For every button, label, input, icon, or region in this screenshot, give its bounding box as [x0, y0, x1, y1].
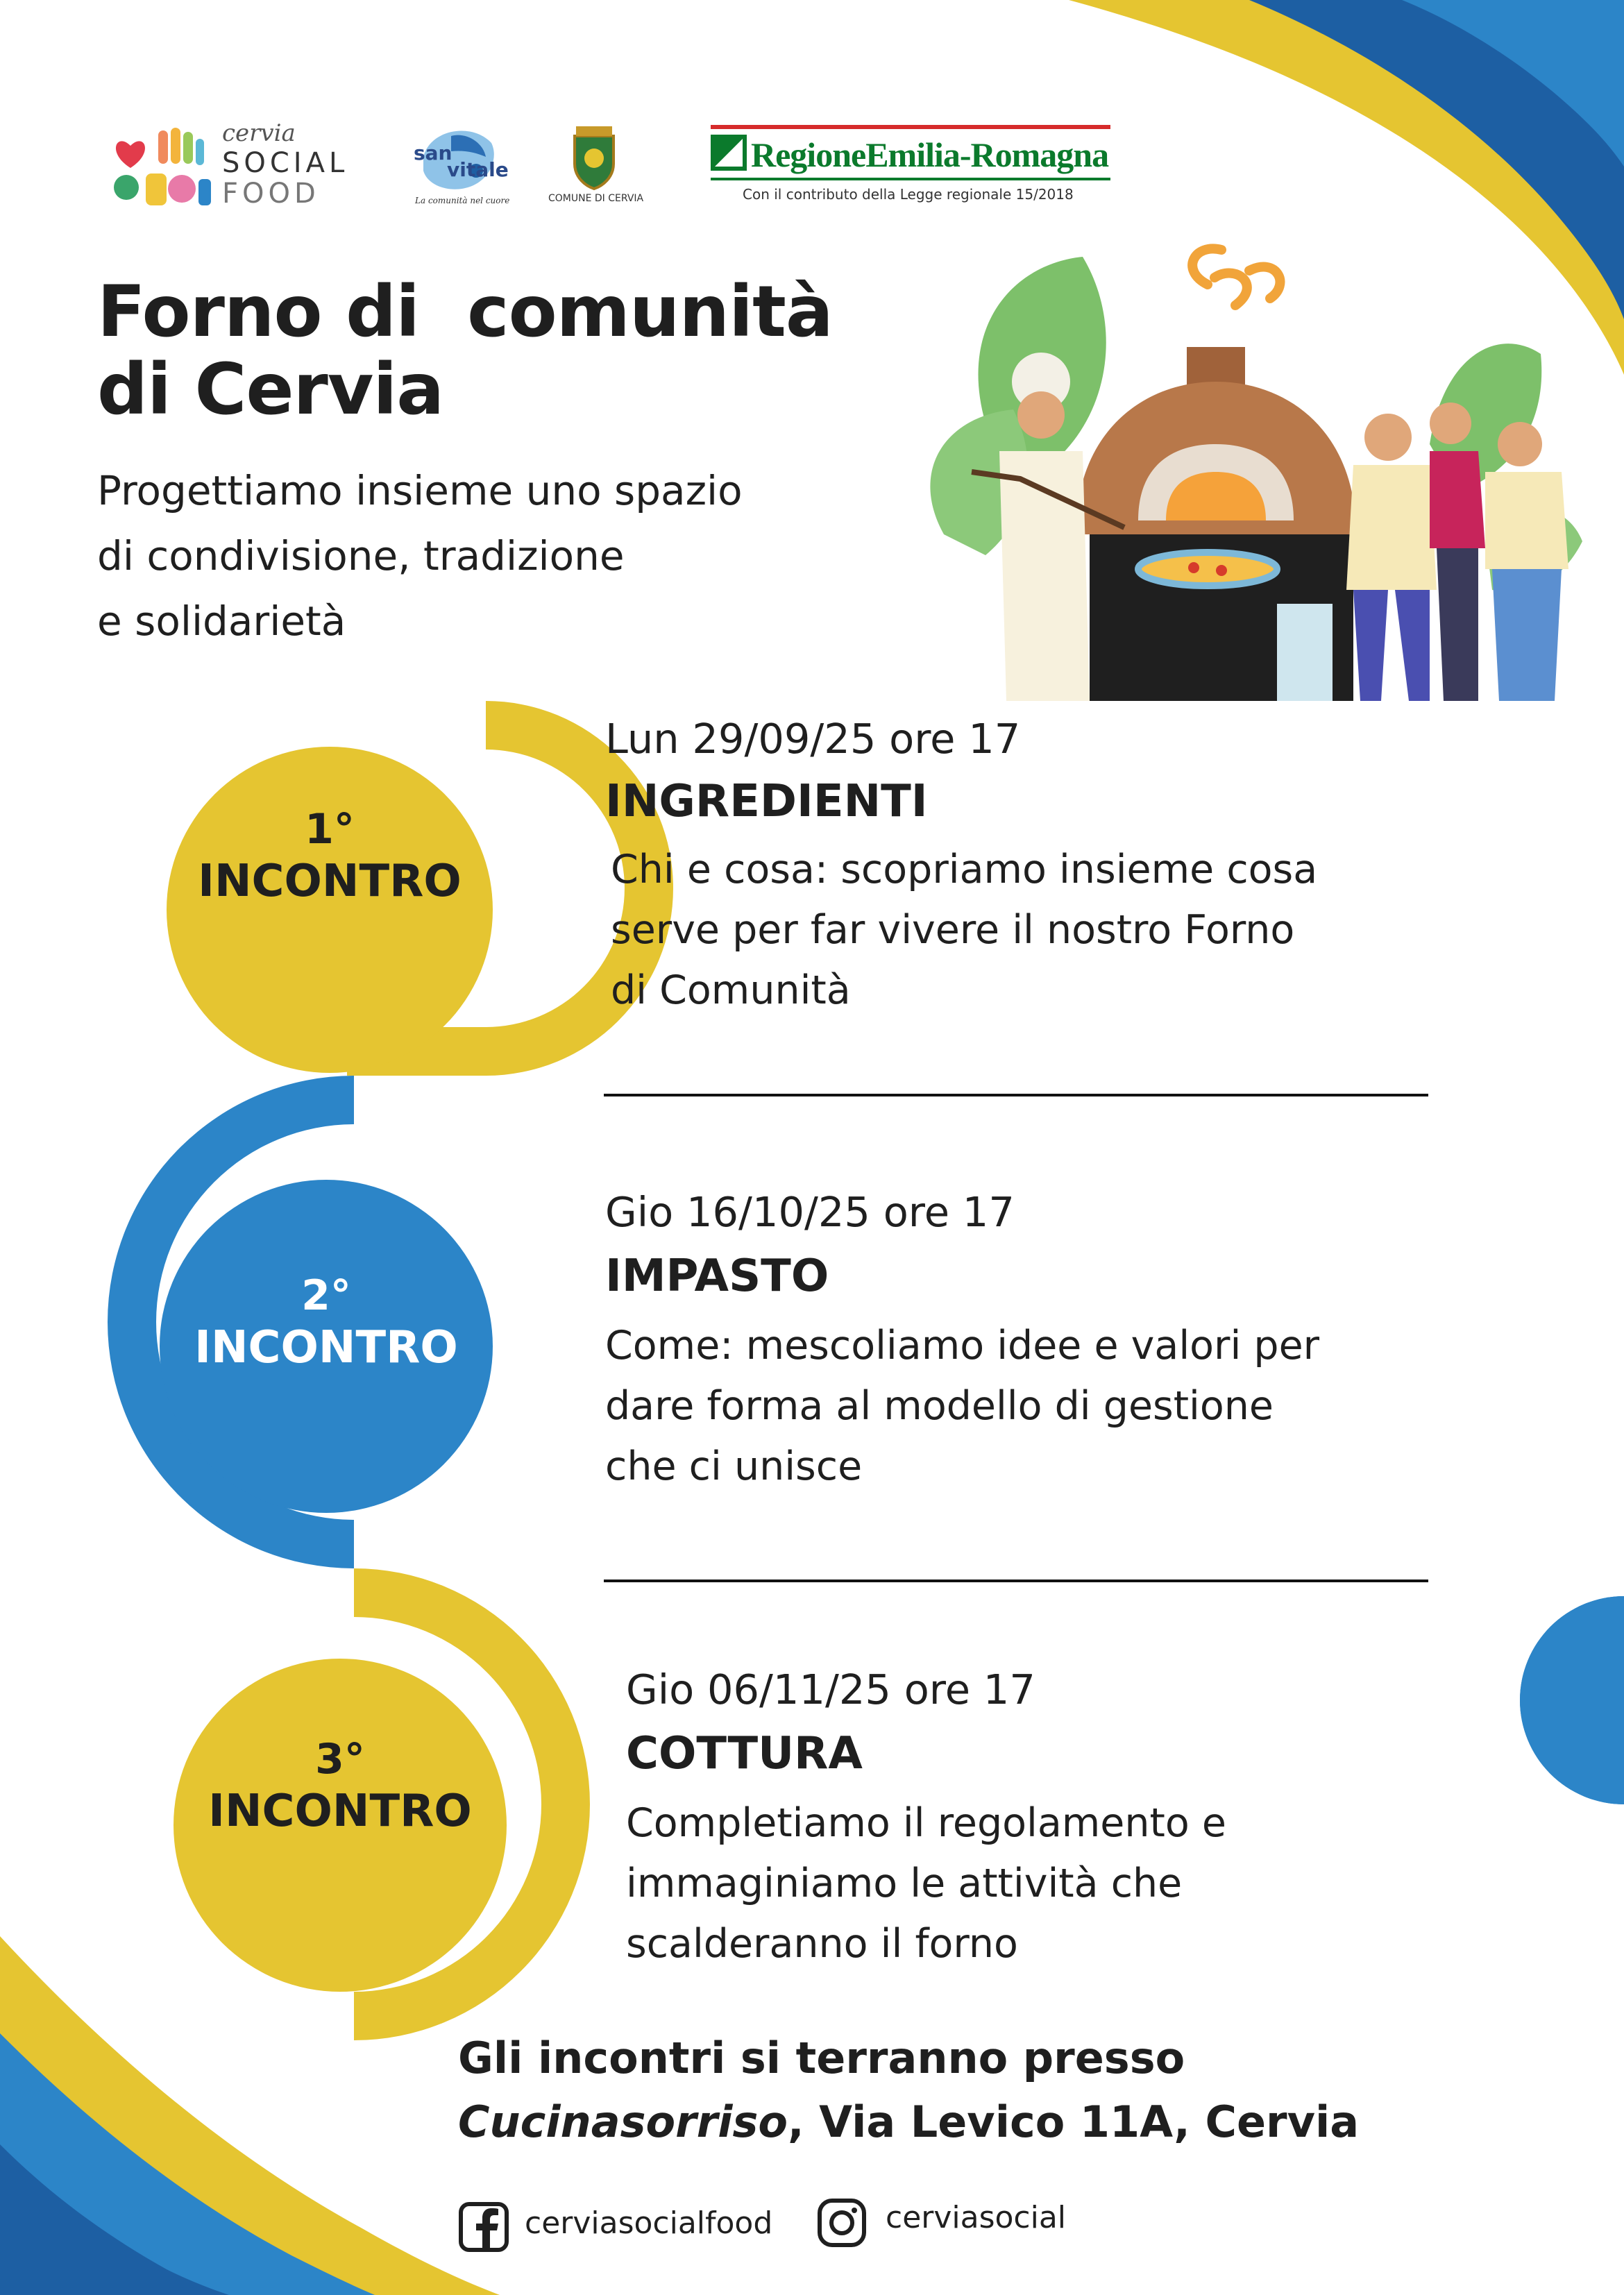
title-line-1: Forno di comunità [97, 271, 833, 353]
san-vitale-name-1: san [414, 142, 452, 164]
instagram-handle: cerviasocial [886, 2200, 1067, 2235]
logo-cervia-word: cervia [222, 119, 296, 147]
title-line-2: di Cervia [97, 348, 444, 431]
facebook-icon [458, 2201, 509, 2253]
page-subtitle [97, 458, 743, 654]
meeting-2-desc-line-2: dare forma al modello di gestione [605, 1383, 1274, 1429]
facebook-link[interactable] [458, 2200, 777, 2255]
meeting-1-desc-line-3: di Comunità [611, 967, 851, 1013]
page-title [97, 273, 833, 429]
meeting-2-title: IMPASTO [605, 1251, 829, 1302]
logo-social-word: SOCIAL [222, 147, 349, 179]
venue-line-2 [458, 2090, 1359, 2154]
meeting-1-title: INGREDIENTI [605, 776, 928, 827]
logo-food-word: FOOD [222, 178, 320, 210]
meeting-3-number: 3° [315, 1735, 365, 1784]
meeting-2-badge [160, 1271, 493, 1375]
subtitle-line-2: di condivisione, tradizione [97, 532, 625, 579]
comune-caption: COMUNE DI CERVIA [548, 193, 644, 204]
instagram-icon [816, 2197, 868, 2249]
meeting-1-word: INCONTRO [198, 856, 462, 907]
meeting-2-number: 2° [301, 1271, 351, 1320]
divider-1 [604, 1094, 1428, 1096]
meeting-2-word: INCONTRO [194, 1322, 458, 1373]
meeting-1-desc-line-2: serve per far vivere il nostro Forno [611, 907, 1295, 953]
san-vitale-name-2: vitale [447, 158, 509, 181]
meeting-1-description [611, 840, 1317, 1021]
meeting-3-badge [174, 1735, 507, 1839]
meeting-3-desc-line-3: scalderanno il forno [626, 1921, 1018, 1967]
meeting-2-desc-line-1: Come: mescoliamo idee e valori per [605, 1323, 1320, 1369]
regione-red-line [711, 125, 1110, 129]
meeting-2-description [605, 1316, 1319, 1497]
venue-address: , Via Levico 11A, Cervia [788, 2097, 1360, 2147]
venue-line-1: Gli incontri si terranno presso [458, 2033, 1185, 2083]
venue-info [458, 2026, 1359, 2154]
regione-name: RegioneEmilia-Romagna [751, 135, 1109, 174]
subtitle-line-1: Progettiamo insieme uno spazio [97, 467, 743, 514]
meeting-1-desc-line-1: Chi e cosa: scopriamo insieme cosa [611, 847, 1318, 892]
right-blue-half-circle [1509, 1596, 1624, 1804]
regione-green-line [711, 178, 1110, 180]
meeting-3-title: COTTURA [626, 1728, 863, 1779]
venue-name: Cucinasorriso [458, 2097, 788, 2147]
divider-2 [604, 1580, 1428, 1582]
meeting-1-number: 1° [305, 805, 355, 854]
regione-green-mark-icon [711, 135, 747, 171]
meeting-3-word: INCONTRO [208, 1786, 472, 1837]
meeting-1-circle [167, 747, 493, 1073]
meeting-2-desc-line-3: che ci unisce [605, 1443, 863, 1489]
subtitle-line-3: e solidarietà [97, 598, 346, 645]
instagram-link[interactable] [816, 2196, 1080, 2251]
regione-subtitle: Con il contributo della Legge regionale 15/2018 [743, 186, 1074, 203]
meeting-3-desc-line-1: Completiamo il regolamento e [626, 1800, 1226, 1846]
san-vitale-tagline: La comunità nel cuore [415, 196, 510, 205]
pizza-oven-illustration [902, 243, 1596, 715]
coat-of-arms-icon [569, 126, 619, 190]
meeting-1-date: Lun 29/09/25 ore 17 [605, 715, 1021, 763]
colorful-hands-icon [110, 125, 214, 208]
facebook-handle: cerviasocialfood [525, 2205, 773, 2241]
meeting-3-date: Gio 06/11/25 ore 17 [626, 1666, 1035, 1713]
meeting-2-date: Gio 16/10/25 ore 17 [605, 1188, 1015, 1236]
meeting-3-description [626, 1793, 1226, 1974]
meeting-3-desc-line-2: immaginiamo le attività che [626, 1861, 1183, 1906]
meeting-1-badge [167, 805, 493, 909]
